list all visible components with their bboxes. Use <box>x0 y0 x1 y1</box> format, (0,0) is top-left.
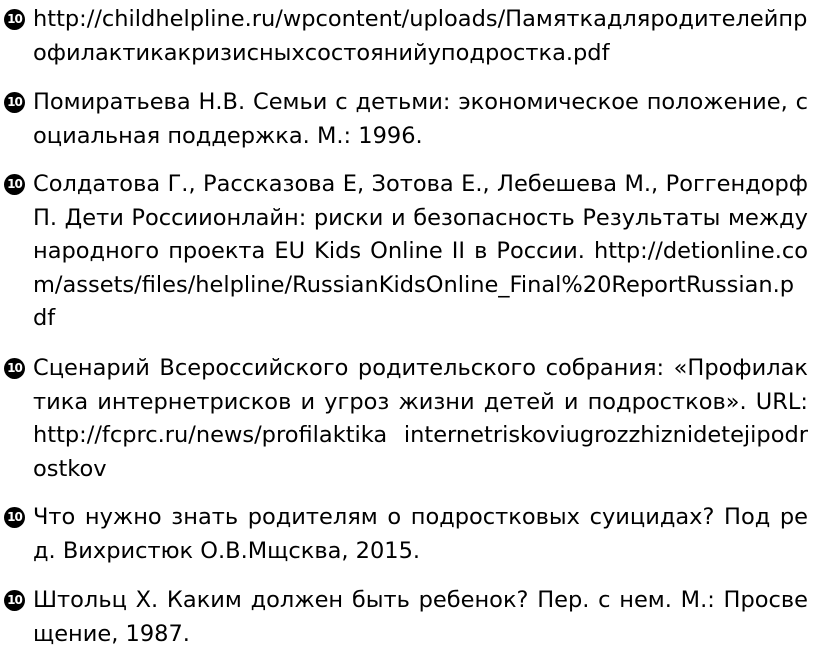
reference-text: Штольц Х. Каким должен быть ребенок? Пер. с нем. М.: Просвещение, 1987. <box>33 587 808 647</box>
list-item <box>0 501 808 568</box>
list-item <box>0 584 808 651</box>
circled-ten-icon: 10 <box>4 92 25 113</box>
reference-text: Сценарий Всероссийского родительского собрания: «Профилактика интернетрисков и угроз жизни детей и подростков». URL: http://fcprc.ru/news/profilaktika internetriskoviugrozzhiznidetejipodrostkov <box>33 355 808 482</box>
circled-ten-icon: 10 <box>4 507 25 528</box>
list-item <box>0 3 808 70</box>
reference-text: Помиратьева Н.В. Семьи с детьми: экономическое положение, социальная поддержка. М.: 1996. <box>33 89 808 149</box>
circled-ten-icon: 10 <box>4 9 25 30</box>
list-item <box>0 168 808 336</box>
reference-text: Солдатова Г., Рассказова Е, Зотова Е., Лебешева М., Роггендорф П. Дети Россиионлайн: риски и безопасность Результаты международного проекта EU Kids Online II в России. http://detionline.com/assets/files/helpline/RussianKidsOnline_Final%20ReportRussian.pdf <box>33 171 808 331</box>
circled-ten-icon: 10 <box>4 590 25 611</box>
circled-ten-icon: 10 <box>4 174 25 195</box>
reference-text: http://childhelpline.ru/wpcontent/uploads/Памяткадляродителейпрофилактикакризисныхсостоянийуподростка.pdf <box>33 6 808 66</box>
reference-text: Что нужно знать родителям о подростковых суицидах? Под ред. Вихристюк О.В.Мщсква, 2015. <box>33 504 808 564</box>
circled-ten-icon: 10 <box>4 358 25 379</box>
list-item <box>0 352 808 486</box>
list-item <box>0 86 808 153</box>
